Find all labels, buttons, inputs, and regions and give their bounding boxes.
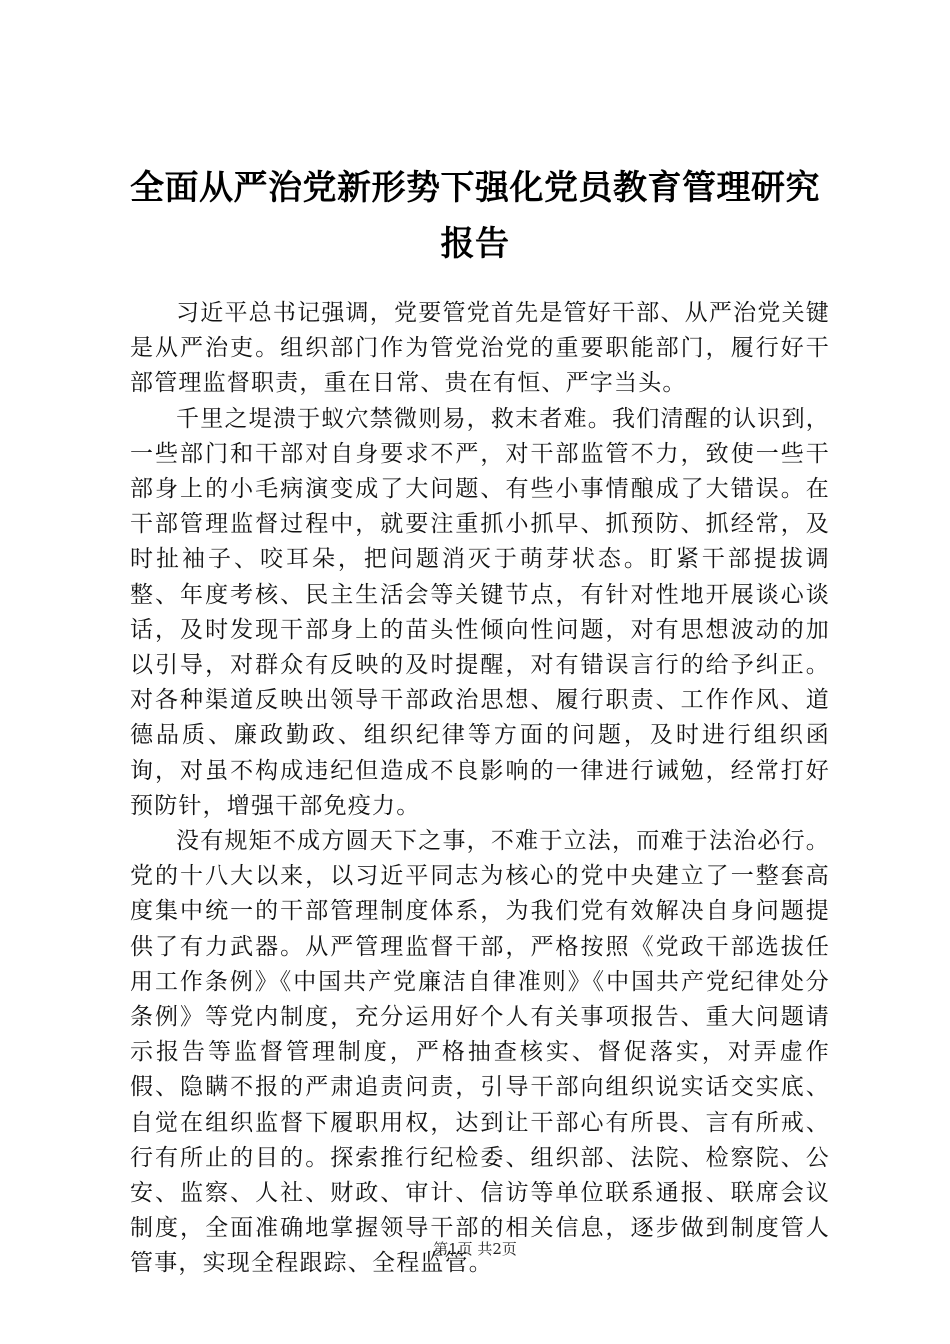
paragraph-2: 千里之堤溃于蚁穴禁微则易，救末者难。我们清醒的认识到，一些部门和干部对自身要求不严，对干部监管不力，致使一些干部身上的小毛病演变成了大问题、有些小事情酿成了大错误。在干部管理监督过程中，就要注重抓小抓早、抓预防、抓经常，及时扯袖子、咬耳朵，把问题消灭于萌芽状态。盯紧干部提拔调整、年度考核、民主生活会等关键节点，有针对性地开展谈心谈话，及时发现干部身上的苗头性倾向性问题，对有思想波动的加以引导，对群众有反映的及时提醒，对有错误言行的给予纠正。对各种渠道反映出领导干部政治思想、履行职责、工作作风、道德品质、廉政勤政、组织纪律等方面的问题，及时进行组织函询，对虽不构成违纪但造成不良影响的一律进行诫勉，经常打好预防针，增强干部免疫力。: [130, 405, 830, 819]
document-body: [130, 296, 830, 1282]
paragraph-1: 习近平总书记强调，党要管党首先是管好干部、从严治党关键是从严治吏。组织部门作为管党治党的重要职能部门，履行好干部管理监督职责，重在日常、贵在有恒、严字当头。: [130, 300, 830, 397]
page-footer: [0, 1238, 950, 1259]
page-number-label: 第1页 共2页: [433, 1240, 517, 1258]
paragraph-3: 没有规矩不成方圆天下之事，不难于立法，而难于法治必行。党的十八大以来，以习近平同志为核心的党中央建立了一整套高度集中统一的干部管理制度体系，为我们党有效解决自身问题提供了有力武器。从严管理监督干部，严格按照《党政干部选拔任用工作条例》《中国共产党廉洁自律准则》《中国共产党纪律处分条例》等党内制度，充分运用好个人有关事项报告、重大问题请示报告等监督管理制度，严格抽查核实、督促落实，对弄虚作假、隐瞒不报的严肃追责问责，引导干部向组织说实话交实底、自觉在组织监督下履职用权，达到让干部心有所畏、言有所戒、行有所止的目的。探索推行纪检委、组织部、法院、检察院、公安、监察、人社、财政、审计、信访等单位联系通报、联席会议制度，全面准确地掌握领导干部的相关信息，逐步做到制度管人管事，实现全程跟踪、全程监管。: [130, 828, 830, 1277]
document-title: 全面从严治党新形势下强化党员教育管理研究报告: [130, 168, 820, 264]
